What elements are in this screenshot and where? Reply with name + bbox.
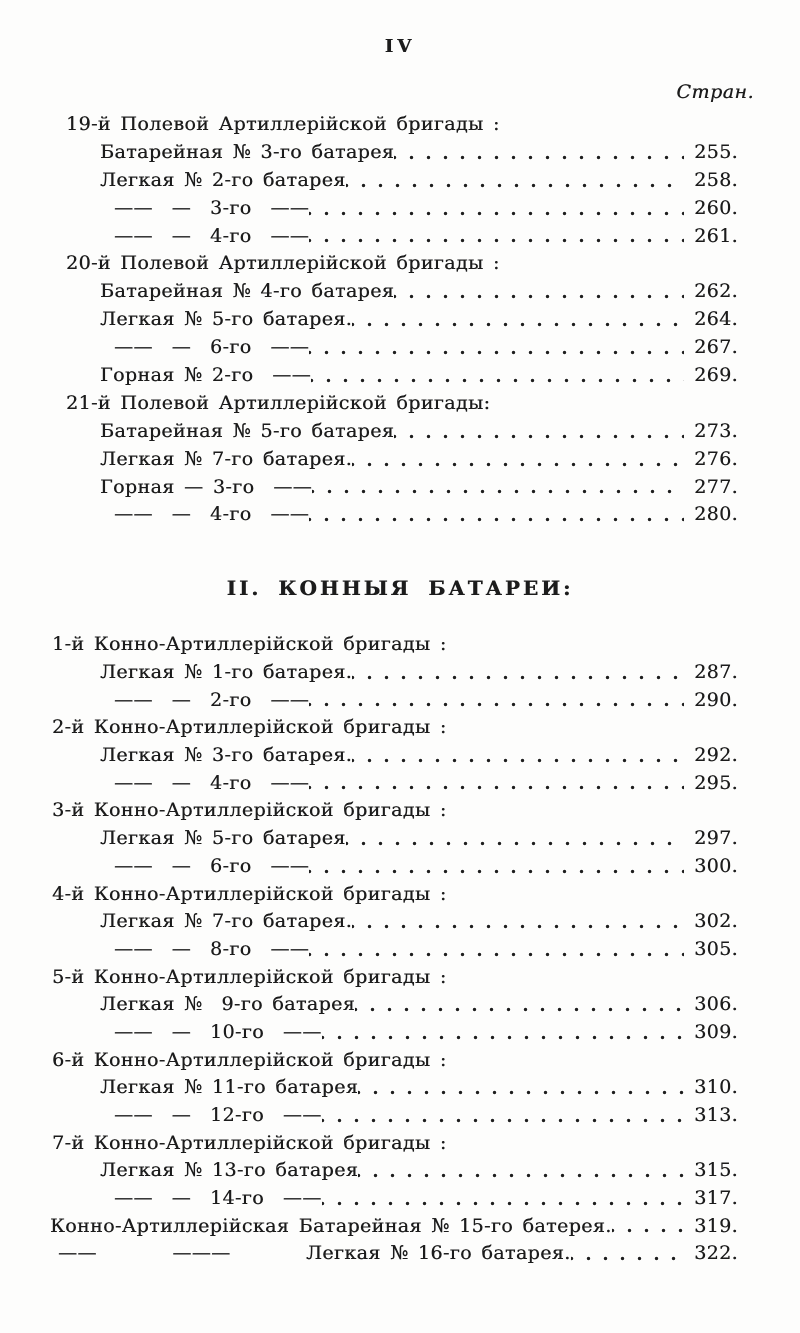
dot-leader [352, 306, 684, 334]
toc-entry-row [114, 195, 738, 223]
entry-page-number: 313. [694, 1104, 738, 1127]
brigade-header-text: 20-й Полевой Артиллерійской бригады : [66, 252, 500, 275]
toc-part-horse-batteries [0, 631, 800, 1268]
entry-page-number: 269. [694, 364, 738, 387]
toc-entry-row [114, 334, 738, 362]
dot-leader [309, 195, 684, 223]
entry-page-number: 305. [694, 937, 738, 960]
brigade-header-row [52, 881, 738, 909]
entry-label: Легкая № 7-го батарея. [100, 447, 353, 470]
dot-leader [394, 278, 684, 306]
entry-label: Легкая № 1-го батарея. [100, 661, 353, 684]
entry-label: Легкая № 13-го батарея [100, 1159, 359, 1182]
dot-leader [346, 167, 684, 195]
toc-entry-row [114, 770, 738, 798]
dot-leader [311, 362, 684, 390]
toc-entry-row [114, 936, 738, 964]
entry-page-number: 280. [694, 503, 738, 526]
brigade-header-text: 1-й Конно-Артиллерійской бригады : [52, 633, 447, 656]
brigade-header-text: 3-й Конно-Артиллерійской бригады : [52, 799, 447, 822]
entry-page-number: 306. [694, 993, 738, 1016]
toc-entry-row [100, 991, 738, 1019]
toc-entry-row [100, 418, 738, 446]
entry-page-number: 297. [694, 827, 738, 850]
brigade-header-text: 5-й Конно-Артиллерійской бригады : [52, 965, 447, 988]
toc-entry-row [114, 223, 738, 251]
brigade-header-text: 7-й Конно-Артиллерійской бригады : [52, 1131, 447, 1154]
toc-entry-row [114, 1102, 738, 1130]
dot-leader [352, 659, 684, 687]
page-folio-number: IV [384, 36, 416, 57]
entry-label: —— — 6-го —— [114, 854, 310, 877]
entry-label: —— — 3-го —— [114, 196, 310, 219]
entry-page-number: 261. [694, 224, 738, 247]
brigade-header-row [66, 111, 738, 139]
entry-label: Горная № 2-го —— [100, 364, 311, 387]
entry-label: —— — 10-го —— [114, 1020, 322, 1043]
toc-entry-row [50, 1213, 738, 1241]
entry-page-number: 264. [694, 308, 738, 331]
entry-page-number: 290. [694, 688, 738, 711]
entry-label: Легкая № 3-го батарея. [100, 744, 353, 767]
dot-leader [309, 334, 684, 362]
dot-leader [352, 908, 684, 936]
entry-label: Легкая № 5-го батарея. [100, 308, 353, 331]
dot-leader [358, 1074, 684, 1102]
entry-page-number: 317. [694, 1187, 738, 1210]
dot-leader [309, 501, 684, 529]
page-column-header: Стран. [676, 81, 754, 103]
brigade-header-text: 6-й Конно-Артиллерійской бригады : [52, 1048, 447, 1071]
entry-label: Легкая № 5-го батарея [100, 827, 346, 850]
dot-leader [322, 1185, 684, 1213]
toc-entry-row [114, 501, 738, 529]
toc-entry-row [100, 306, 738, 334]
entry-label: Легкая № 2-го батарея [100, 168, 346, 191]
dot-leader [358, 1157, 684, 1185]
entry-page-number: 260. [694, 196, 738, 219]
toc-entry-row [100, 908, 738, 936]
entry-label: —— — 12-го —— [114, 1104, 322, 1127]
toc-entry-row [100, 278, 738, 306]
brigade-header-row [52, 797, 738, 825]
dot-leader [312, 474, 684, 502]
dot-leader [309, 687, 684, 715]
toc-entry-row [100, 167, 738, 195]
toc-entry-row [100, 659, 738, 687]
brigade-header-row [52, 1047, 738, 1075]
entry-page-number: 319. [694, 1214, 738, 1237]
entry-label: Легкая № 9-го батарея [100, 993, 356, 1016]
entry-page-number: 315. [694, 1159, 738, 1182]
entry-label: —— — 2-го —— [114, 688, 310, 711]
entry-label: —— ——— Легкая № 16-го батарея. [58, 1242, 571, 1265]
dot-leader [322, 1019, 684, 1047]
entry-label: —— — 4-го —— [114, 503, 310, 526]
toc-entry-row [100, 139, 738, 167]
entry-page-number: 273. [694, 419, 738, 442]
entry-label: Батарейная № 4-го батарея [100, 280, 395, 303]
toc-entry-row [100, 1074, 738, 1102]
dot-leader [322, 1102, 684, 1130]
dot-leader [352, 446, 684, 474]
brigade-header-text: 19-й Полевой Артиллерійской бригады : [66, 113, 500, 135]
entry-page-number: 287. [694, 661, 738, 684]
dot-leader [571, 1240, 684, 1268]
brigade-header-row [66, 250, 738, 278]
scanned-toc-page [0, 36, 800, 1333]
toc-entry-row [114, 1019, 738, 1047]
entry-label: Горная — 3-го —— [100, 475, 313, 498]
dot-leader [394, 418, 684, 446]
toc-entry-row [100, 742, 738, 770]
dot-leader [309, 853, 684, 881]
entry-page-number: 276. [694, 447, 738, 470]
entry-label: Конно-Артиллерійская Батарейная № 15-го батерея. [50, 1214, 612, 1237]
toc-entry-row [114, 687, 738, 715]
entry-page-number: 258. [694, 168, 738, 191]
entry-page-number: 277. [694, 475, 738, 498]
section-heading-horse-batteries: II. КОННЫЯ БАТАРЕИ: [226, 576, 574, 601]
dot-leader [394, 139, 684, 167]
entry-page-number: 267. [694, 336, 738, 359]
toc-entry-row [100, 1157, 738, 1185]
entry-label: Батарейная № 3-го батарея [100, 140, 395, 163]
brigade-header-row [52, 1130, 738, 1158]
toc-entry-row [100, 446, 738, 474]
brigade-header-text: 2-й Конно-Артиллерійской бригады : [52, 716, 447, 739]
brigade-header-text: 4-й Конно-Артиллерійской бригады : [52, 882, 447, 905]
entry-label: Легкая № 11-го батарея [100, 1076, 359, 1099]
dot-leader [309, 770, 684, 798]
toc-entry-row [100, 825, 738, 853]
entry-label: —— — 8-го —— [114, 937, 310, 960]
dot-leader [612, 1213, 684, 1241]
dot-leader [355, 991, 684, 1019]
brigade-header-row [66, 390, 738, 418]
entry-page-number: 310. [694, 1076, 738, 1099]
brigade-header-row [52, 714, 738, 742]
dot-leader [309, 223, 684, 251]
brigade-header-row [52, 964, 738, 992]
entry-page-number: 322. [694, 1242, 738, 1265]
toc-entry-row [100, 474, 738, 502]
entry-page-number: 262. [694, 280, 738, 303]
entry-label: —— — 6-го —— [114, 336, 310, 359]
entry-page-number: 295. [694, 771, 738, 794]
entry-page-number: 255. [694, 140, 738, 163]
dot-leader [309, 936, 684, 964]
toc-entry-row [100, 362, 738, 390]
toc-entry-row [58, 1240, 738, 1268]
entry-label: Легкая № 7-го батарея. [100, 910, 353, 933]
dot-leader [352, 742, 684, 770]
entry-page-number: 309. [694, 1020, 738, 1043]
toc-entry-row [114, 853, 738, 881]
entry-label: —— — 14-го —— [114, 1187, 322, 1210]
dot-leader [346, 825, 684, 853]
entry-page-number: 300. [694, 854, 738, 877]
entry-page-number: 292. [694, 744, 738, 767]
entry-label: Батарейная № 5-го батарея [100, 419, 395, 442]
entry-label: —— — 4-го —— [114, 224, 310, 247]
brigade-header-row [52, 631, 738, 659]
brigade-header-text: 21-й Полевой Артиллерійской бригады: [66, 391, 491, 414]
toc-part-field-batteries [0, 111, 800, 529]
entry-page-number: 302. [694, 910, 738, 933]
entry-label: —— — 4-го —— [114, 771, 310, 794]
toc-entry-row [114, 1185, 738, 1213]
